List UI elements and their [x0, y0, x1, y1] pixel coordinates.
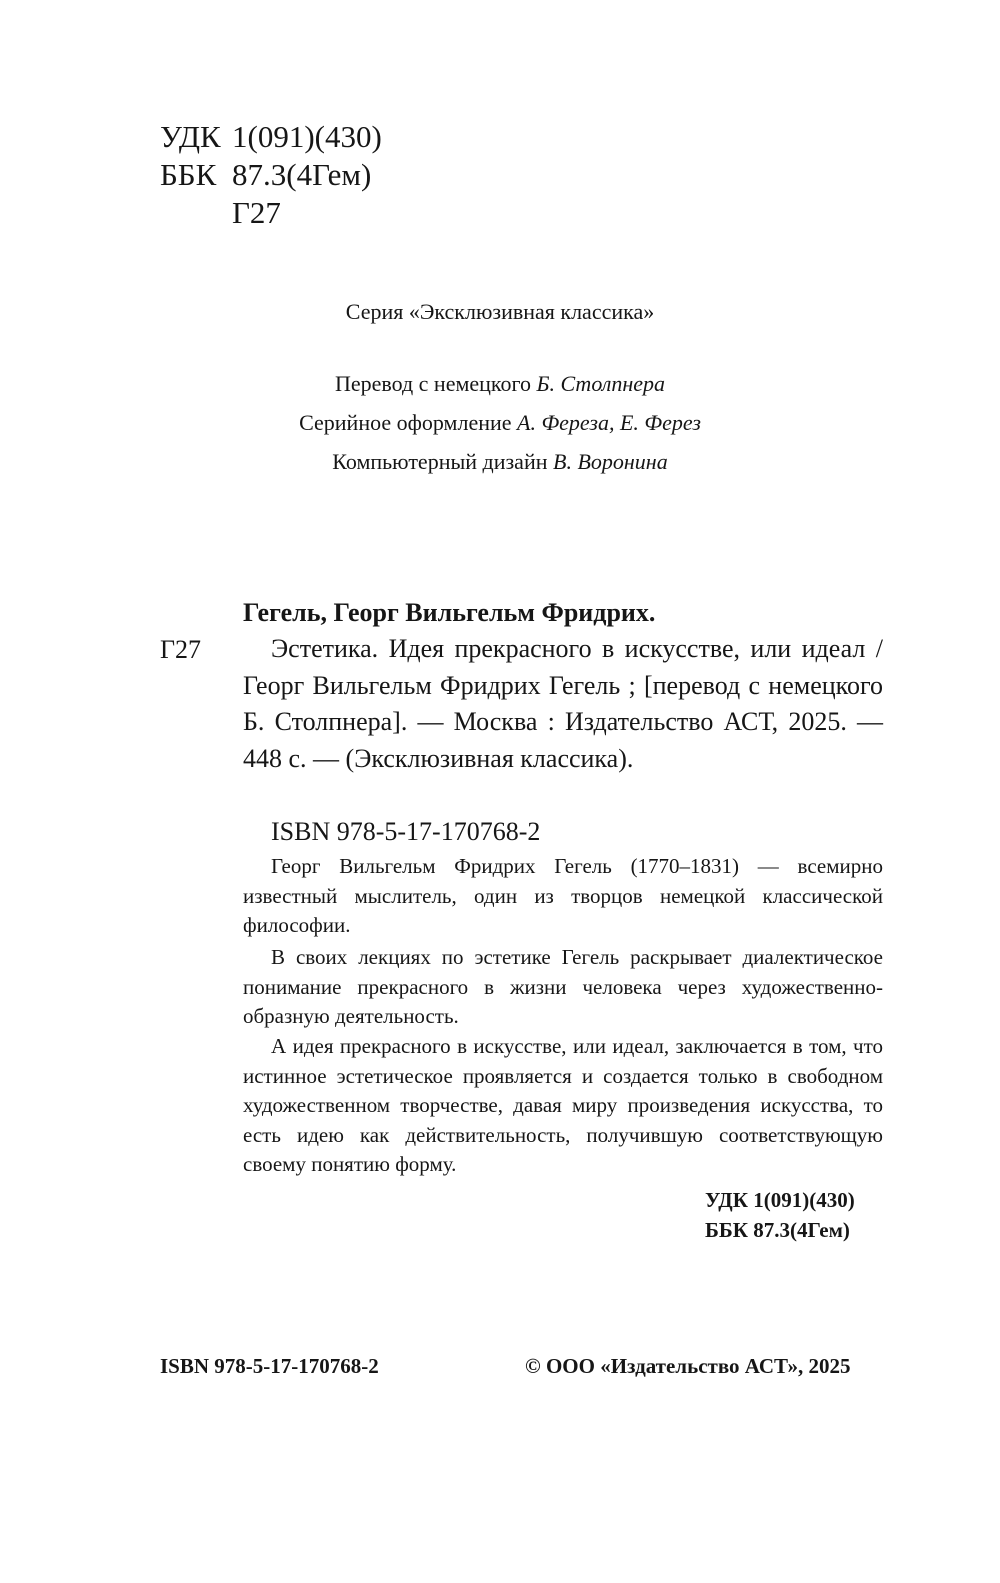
udk-label: УДК [160, 119, 221, 154]
credit-computer-design [0, 448, 1000, 476]
footer-udk: УДК 1(091)(430) [705, 1188, 855, 1212]
series-line: Серия «Эксклюзивная классика» [345, 299, 655, 324]
credit-translation-name: Б. Столпнера [536, 371, 666, 396]
annotation-paragraph-2: В своих лекциях по эстетике Гегель раскрывает диалектическое понимание прекрасного в жизни человека через художественно-образную деятельность. [243, 945, 883, 1028]
entry-isbn: ISBN 978-5-17-170768-2 [271, 817, 541, 846]
credit-computer-design-name: В. Воронина [553, 449, 668, 474]
classification-block [160, 118, 460, 238]
copyright: © ООО «Издательство АСТ», 2025 [525, 1354, 851, 1378]
udk-value: 1(091)(430) [232, 119, 382, 154]
footer-bbk: ББК 87.3(4Гем) [705, 1218, 850, 1242]
author-sign-top: Г27 [232, 195, 281, 230]
credit-translation [0, 370, 1000, 398]
credit-design-role: Серийное оформление [299, 410, 512, 435]
credit-design [0, 409, 1000, 437]
bbk-label: ББК [160, 157, 217, 192]
bbk-value: 87.3(4Гем) [232, 157, 372, 192]
credit-translation-role: Перевод с немецкого [334, 371, 531, 396]
author-sign-margin: Г27 [160, 635, 202, 664]
credit-computer-design-role: Компьютерный дизайн [332, 449, 548, 474]
credit-design-name: А. Фереза, Е. Ферез [517, 410, 701, 435]
bibliographic-description: Эстетика. Идея прекрасного в искусстве, или идеал / Георг Вильгельм Фридрих Гегель ; [перевод с немецкого Б. Столпнера]. — Москва : Издательство АСТ, 2025. — 448 с. — (Эксклюзивная классика). [243, 634, 883, 773]
annotation-paragraph-1: Георг Вильгельм Фридрих Гегель (1770–1831) — всемирно известный мыслитель, один из творцов немецкой классической философии. [243, 854, 883, 937]
author-heading: Гегель, Георг Вильгельм Фридрих. [243, 598, 656, 627]
annotation-paragraph-3: А идея прекрасного в искусстве, или идеал, заключается в том, что истинное эстетическое проявляется и создается только в свободном художественном творчестве, давая миру произведения искусства, то есть идею как действительность, получившую соответствующую своему понятию форму. [243, 1034, 883, 1176]
footer-isbn: ISBN 978-5-17-170768-2 [160, 1354, 379, 1378]
